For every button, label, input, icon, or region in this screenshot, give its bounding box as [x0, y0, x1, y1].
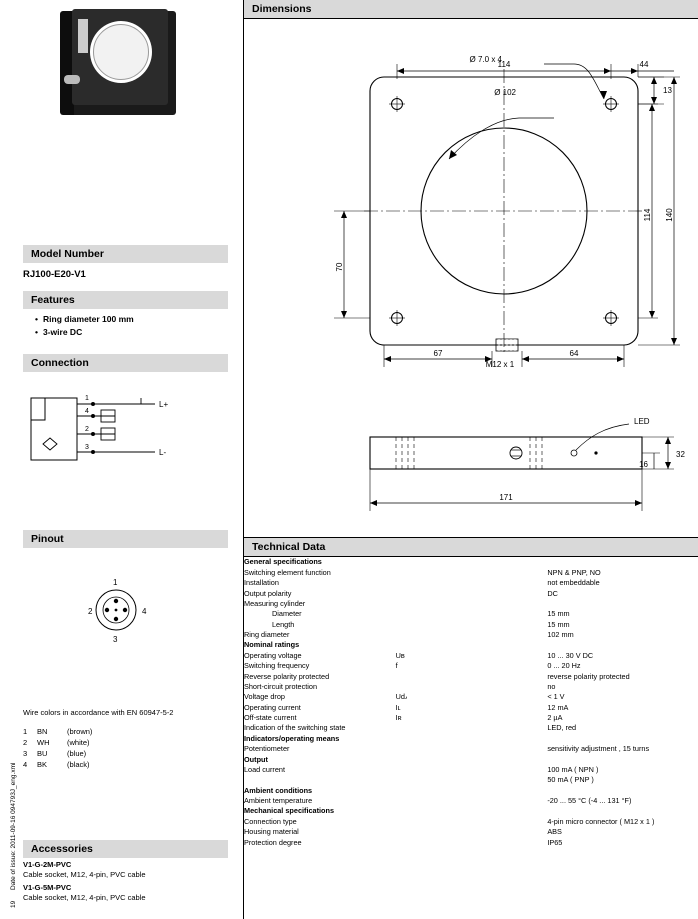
- svg-text:3: 3: [85, 444, 89, 451]
- spec-symbol: Iʀ: [395, 713, 402, 723]
- group-title: Mechanical specifications: [244, 806, 335, 816]
- sensor-label-strip: [78, 19, 88, 53]
- model-number-heading: Model Number: [23, 245, 228, 263]
- spec-label: Short-circuit protection: [244, 681, 317, 691]
- wire-color: (brown): [67, 727, 93, 736]
- spec-value: -20 ... 55 °C (-4 ... 131 °F): [547, 796, 632, 806]
- svg-text:1: 1: [113, 578, 118, 587]
- spec-value: sensitivity adjustment , 15 turns: [547, 744, 650, 754]
- spec-symbol: [396, 671, 548, 681]
- spec-value: reverse polarity protected: [547, 671, 630, 681]
- feature-item: • 3-wire DC: [35, 326, 233, 339]
- spec-label: Potentiometer: [244, 744, 290, 754]
- wire-color: (white): [67, 738, 90, 747]
- spec-value: no: [547, 681, 556, 691]
- table-group-row: [244, 733, 698, 743]
- svg-text:M12 x 1: M12 x 1: [485, 360, 515, 369]
- features-list: [23, 310, 233, 339]
- table-row: [244, 765, 698, 775]
- spec-symbol: [396, 599, 548, 609]
- feature-item: • Ring diameter 100 mm: [35, 313, 233, 326]
- spec-value: 0 ... 20 Hz: [547, 661, 581, 671]
- spec-label: Ring diameter: [244, 630, 290, 640]
- spec-symbol: [396, 796, 548, 806]
- spec-symbol: [396, 775, 548, 785]
- svg-text:70: 70: [335, 262, 344, 272]
- table-row: [244, 567, 698, 577]
- spec-symbol: [396, 630, 548, 640]
- spec-symbol: [396, 619, 548, 629]
- svg-text:67: 67: [433, 349, 443, 358]
- technical-data-table: [244, 557, 698, 848]
- spec-label: Switching frequency: [244, 661, 310, 671]
- table-row: [244, 827, 698, 837]
- svg-text:LED: LED: [634, 417, 650, 426]
- accessories-heading: Accessories: [23, 840, 228, 858]
- spec-symbol: [396, 723, 548, 733]
- table-row: [244, 775, 698, 785]
- svg-text:2: 2: [85, 426, 89, 433]
- spec-label: Ambient temperature: [244, 796, 313, 806]
- svg-text:13: 13: [663, 86, 672, 95]
- svg-text:171: 171: [499, 493, 513, 502]
- spec-label: Connection type: [244, 816, 297, 826]
- model-number-value-row: [23, 266, 233, 280]
- spec-value: 2 µA: [547, 713, 563, 723]
- dimensions-heading: Dimensions: [244, 0, 698, 19]
- spec-label: Load current: [244, 764, 285, 774]
- spec-symbol: Iʟ: [395, 702, 401, 712]
- spec-value: NPN & PNP, NO: [547, 567, 601, 577]
- svg-text:1: 1: [85, 395, 89, 402]
- spec-value: DC: [547, 588, 558, 598]
- spec-symbol: [396, 609, 548, 619]
- table-group-row: [244, 785, 698, 795]
- table-row: [244, 692, 698, 702]
- wire-number: 1: [23, 727, 28, 736]
- table-row: [23, 726, 98, 737]
- wire-code: BN: [37, 727, 48, 736]
- wire-number: 2: [23, 738, 28, 747]
- svg-text:16: 16: [639, 460, 648, 469]
- spec-symbol: [396, 744, 548, 754]
- svg-text:44: 44: [639, 60, 649, 69]
- svg-text:3: 3: [113, 635, 118, 644]
- spec-symbol: [396, 567, 548, 577]
- svg-text:L+: L+: [159, 400, 169, 409]
- spec-value: 12 mA: [547, 702, 569, 712]
- svg-text:140: 140: [665, 208, 674, 222]
- spec-label: Off-state current: [244, 713, 297, 723]
- svg-text:Ø 7.0 x 4: Ø 7.0 x 4: [469, 55, 502, 64]
- spec-value: not embeddable: [547, 578, 600, 588]
- spec-label: Operating current: [244, 702, 301, 712]
- spec-symbol: [396, 816, 548, 826]
- table-group-row: [244, 754, 698, 764]
- sensor-adjust-knob: [64, 75, 80, 84]
- table-row: [244, 816, 698, 826]
- svg-text:114: 114: [643, 208, 652, 222]
- spec-symbol: f: [395, 661, 398, 671]
- spec-value: [547, 599, 698, 609]
- spec-label: [244, 775, 396, 785]
- spec-value: IP65: [547, 837, 563, 847]
- spec-symbol: [396, 827, 548, 837]
- spec-label: Measuring cylinder: [244, 598, 306, 608]
- wire-color-note: Wire colors in accordance with EN 60947-5-2: [23, 708, 174, 717]
- table-row: [244, 588, 698, 598]
- table-row: [244, 796, 698, 806]
- table-row: [244, 609, 698, 619]
- pinout-heading: Pinout: [23, 530, 228, 548]
- spec-value: < 1 V: [547, 692, 565, 702]
- group-title: Ambient conditions: [244, 785, 313, 795]
- table-row: [23, 737, 98, 748]
- table-row: [244, 661, 698, 671]
- svg-text:4: 4: [85, 408, 89, 415]
- wire-number: 3: [23, 749, 28, 758]
- svg-text:L-: L-: [159, 448, 167, 457]
- wire-number: 4: [23, 760, 28, 769]
- accessory-name: V1-G-2M-PVC: [23, 860, 72, 869]
- spec-value: 10 ... 30 V DC: [547, 650, 594, 660]
- wire-color-table: [23, 726, 98, 770]
- spec-label: Switching element function: [244, 567, 331, 577]
- group-title: Nominal ratings: [244, 640, 300, 650]
- spec-label: Output polarity: [244, 588, 292, 598]
- connection-diagram: [23, 390, 223, 485]
- group-title: General specifications: [244, 557, 322, 567]
- svg-text:2: 2: [88, 607, 93, 616]
- table-row: [244, 744, 698, 754]
- table-row: [244, 630, 698, 640]
- sensor-ring-hole-inner: [93, 24, 149, 80]
- table-row: [244, 723, 698, 733]
- spec-label: Length: [272, 619, 295, 629]
- wire-color: (black): [67, 760, 90, 769]
- table-row: [244, 578, 698, 588]
- product-photo: [60, 5, 190, 125]
- model-number-value: RJ100-E20-V1: [23, 269, 86, 280]
- spec-value: 102 mm: [547, 630, 574, 640]
- spec-label: Diameter: [272, 609, 302, 619]
- accessories-list: [23, 860, 146, 906]
- table-row: [244, 837, 698, 847]
- spec-symbol: Uԃ: [395, 692, 408, 702]
- spec-symbol: Uʙ: [395, 650, 405, 660]
- spec-label: Voltage drop: [244, 692, 285, 702]
- spec-symbol: [396, 578, 548, 588]
- spec-label: Indication of the switching state: [244, 723, 346, 733]
- features-heading: Features: [23, 291, 228, 309]
- table-row: [244, 650, 698, 660]
- wire-code: BU: [37, 749, 48, 758]
- svg-text:32: 32: [676, 450, 685, 459]
- svg-text:64: 64: [569, 349, 579, 358]
- group-title: Indicators/operating means: [244, 733, 340, 743]
- dimensions-drawing: [244, 19, 698, 537]
- spec-label: Installation: [244, 578, 279, 588]
- spec-value: 15 mm: [547, 619, 570, 629]
- table-row: [23, 759, 98, 770]
- table-row: [23, 748, 98, 759]
- spec-label: Reverse polarity protected: [244, 671, 330, 681]
- spec-value: 15 mm: [547, 609, 570, 619]
- accessory-description: Cable socket, M12, 4-pin, PVC cable: [23, 870, 146, 879]
- spec-label: Protection degree: [244, 837, 302, 847]
- table-group-row: [244, 806, 698, 816]
- table-row: [244, 619, 698, 629]
- table-group-row: [244, 557, 698, 567]
- table-row: [244, 682, 698, 692]
- page-number-sidetext: 19: [10, 900, 17, 908]
- svg-text:114: 114: [497, 60, 511, 69]
- spec-label: Housing material: [244, 827, 299, 837]
- table-row: [244, 671, 698, 681]
- spec-value: 50 mA ( PNP ): [547, 775, 594, 785]
- table-row: [244, 599, 698, 609]
- technical-data-heading: Technical Data: [244, 537, 698, 557]
- spec-value: 100 mA ( NPN ): [547, 764, 599, 774]
- wire-code: BK: [37, 760, 48, 769]
- spec-symbol: [396, 837, 548, 847]
- connection-heading: Connection: [23, 354, 228, 372]
- spec-label: Operating voltage: [244, 650, 302, 660]
- spec-value: ABS: [547, 827, 562, 837]
- pinout-diagram: [70, 570, 180, 645]
- accessory-description: Cable socket, M12, 4-pin, PVC cable: [23, 893, 146, 902]
- table-row: [244, 713, 698, 723]
- spec-value: LED, red: [547, 723, 577, 733]
- svg-text:4: 4: [142, 607, 147, 616]
- table-group-row: [244, 640, 698, 650]
- svg-text:Ø 102: Ø 102: [494, 88, 516, 97]
- spec-symbol: [396, 588, 548, 598]
- wire-code: WH: [37, 738, 50, 747]
- right-column: [243, 0, 698, 919]
- table-row: [244, 702, 698, 712]
- issue-date-sidetext: Date of issue: 2011-09-16 094793J_eng.xml: [10, 762, 17, 890]
- group-title: Output: [244, 754, 268, 764]
- left-column: [0, 0, 236, 919]
- accessory-name: V1-G-5M-PVC: [23, 883, 72, 892]
- wire-color: (blue): [67, 749, 87, 758]
- spec-symbol: [396, 765, 548, 775]
- spec-symbol: [396, 682, 548, 692]
- spec-value: 4-pin micro connector ( M12 x 1 ): [547, 816, 655, 826]
